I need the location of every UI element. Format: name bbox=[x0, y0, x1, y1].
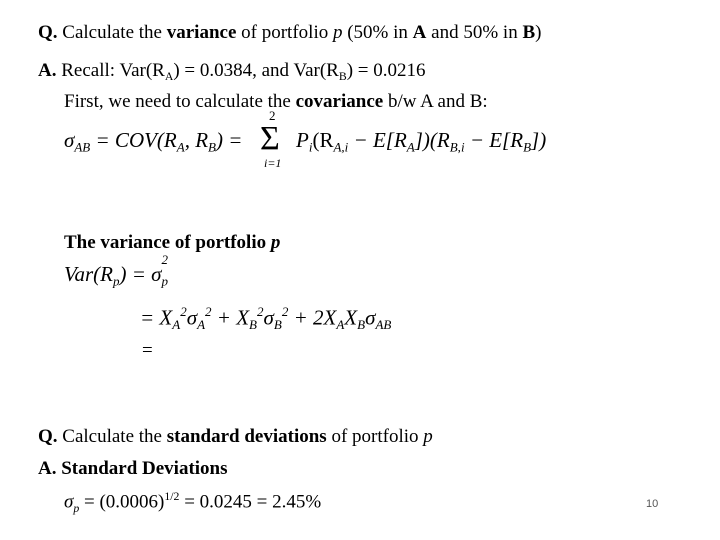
variance-result: = bbox=[142, 340, 153, 361]
page-number: 10 bbox=[646, 498, 659, 510]
variance-expansion: = $X_A^2\sigma_A^2 + X_B^2\sigma_B^2 + 2X_AX_B\sigma_{AB}$ bbox=[140, 304, 392, 332]
answer-2: A. Standard Deviations bbox=[38, 458, 228, 479]
answer-prefix: A. bbox=[38, 60, 57, 81]
question-prefix: Q. bbox=[38, 426, 58, 447]
answer-prefix: A. bbox=[38, 458, 57, 479]
standard-deviation-result: $\sigma_p = (0.0006)^{1/2} = 0.0245 = 2.45\%$ bbox=[64, 490, 322, 515]
answer-1-recall: A. Recall: $Var(R_A) = 0.0384$, and $Var(R_B) = 0.0216$ bbox=[38, 60, 426, 84]
covariance-intro: First, we need to calculate the covariance b/w A and B: bbox=[64, 91, 488, 112]
variance-formula: $Var(R_p) = \sigma_p$ 2 bbox=[64, 252, 169, 289]
covariance-formula: $\sigma_{AB} = COV(R_A$, $R_B$) = 2 Σ i=1 $P_i(R_{A,i} - E[R_A])(R_{B,i} - E[R_B])$ bbox=[64, 108, 547, 170]
variance-heading: The variance of portfolio p bbox=[64, 232, 281, 253]
question-2: Q. Calculate the standard deviations of portfolio p bbox=[38, 426, 433, 447]
summation-symbol: Σ bbox=[260, 120, 280, 157]
question-prefix: Q. bbox=[38, 22, 58, 43]
question-1: Q. Calculate the variance of portfolio p (50% in A and 50% in B) bbox=[38, 22, 542, 43]
